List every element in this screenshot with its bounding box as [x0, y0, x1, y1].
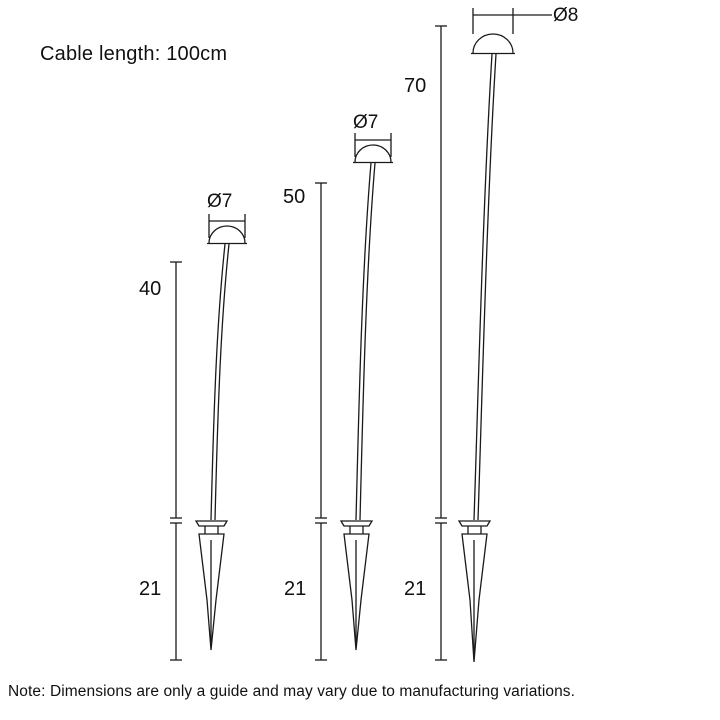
cable-length-note: Cable length: 100cm	[40, 43, 228, 65]
small-lamp-head	[209, 226, 245, 243]
small-lamp-stem-right	[215, 244, 229, 520]
medium-spike-dim	[315, 523, 327, 660]
small-lamp-collar	[196, 521, 227, 526]
small-diameter-label: Ø7	[207, 191, 233, 212]
medium-stem-height-label: 50	[283, 186, 306, 208]
large-spike-height-label: 21	[404, 578, 427, 600]
large-diameter-dim	[473, 8, 552, 34]
medium-lamp-stem-left	[356, 163, 371, 520]
medium-lamp-head	[355, 145, 391, 162]
medium-diameter-label: Ø7	[353, 112, 379, 133]
manufacturing-note: Note: Dimensions are only a guide and may vary due to manufacturing variations.	[8, 683, 576, 700]
small-spike-height-label: 21	[139, 578, 162, 600]
large-lamp-stem-left	[474, 54, 492, 520]
small-stem-dim	[170, 262, 182, 518]
small-stem-height-label: 40	[139, 278, 162, 300]
large-stem-dim	[435, 26, 447, 518]
large-lamp-head	[473, 34, 513, 53]
medium-spike-height-label: 21	[284, 578, 307, 600]
large-stem-height-label: 70	[404, 75, 427, 97]
small-spike-dim	[170, 523, 182, 660]
large-lamp-collar	[459, 521, 490, 526]
large-spike-dim	[435, 523, 447, 660]
large-lamp-stem-right	[478, 54, 496, 520]
medium-stem-dim	[315, 183, 327, 518]
medium-lamp-collar	[341, 521, 372, 526]
large-diameter-label: Ø8	[553, 5, 579, 26]
small-lamp-stem-left	[211, 244, 225, 520]
